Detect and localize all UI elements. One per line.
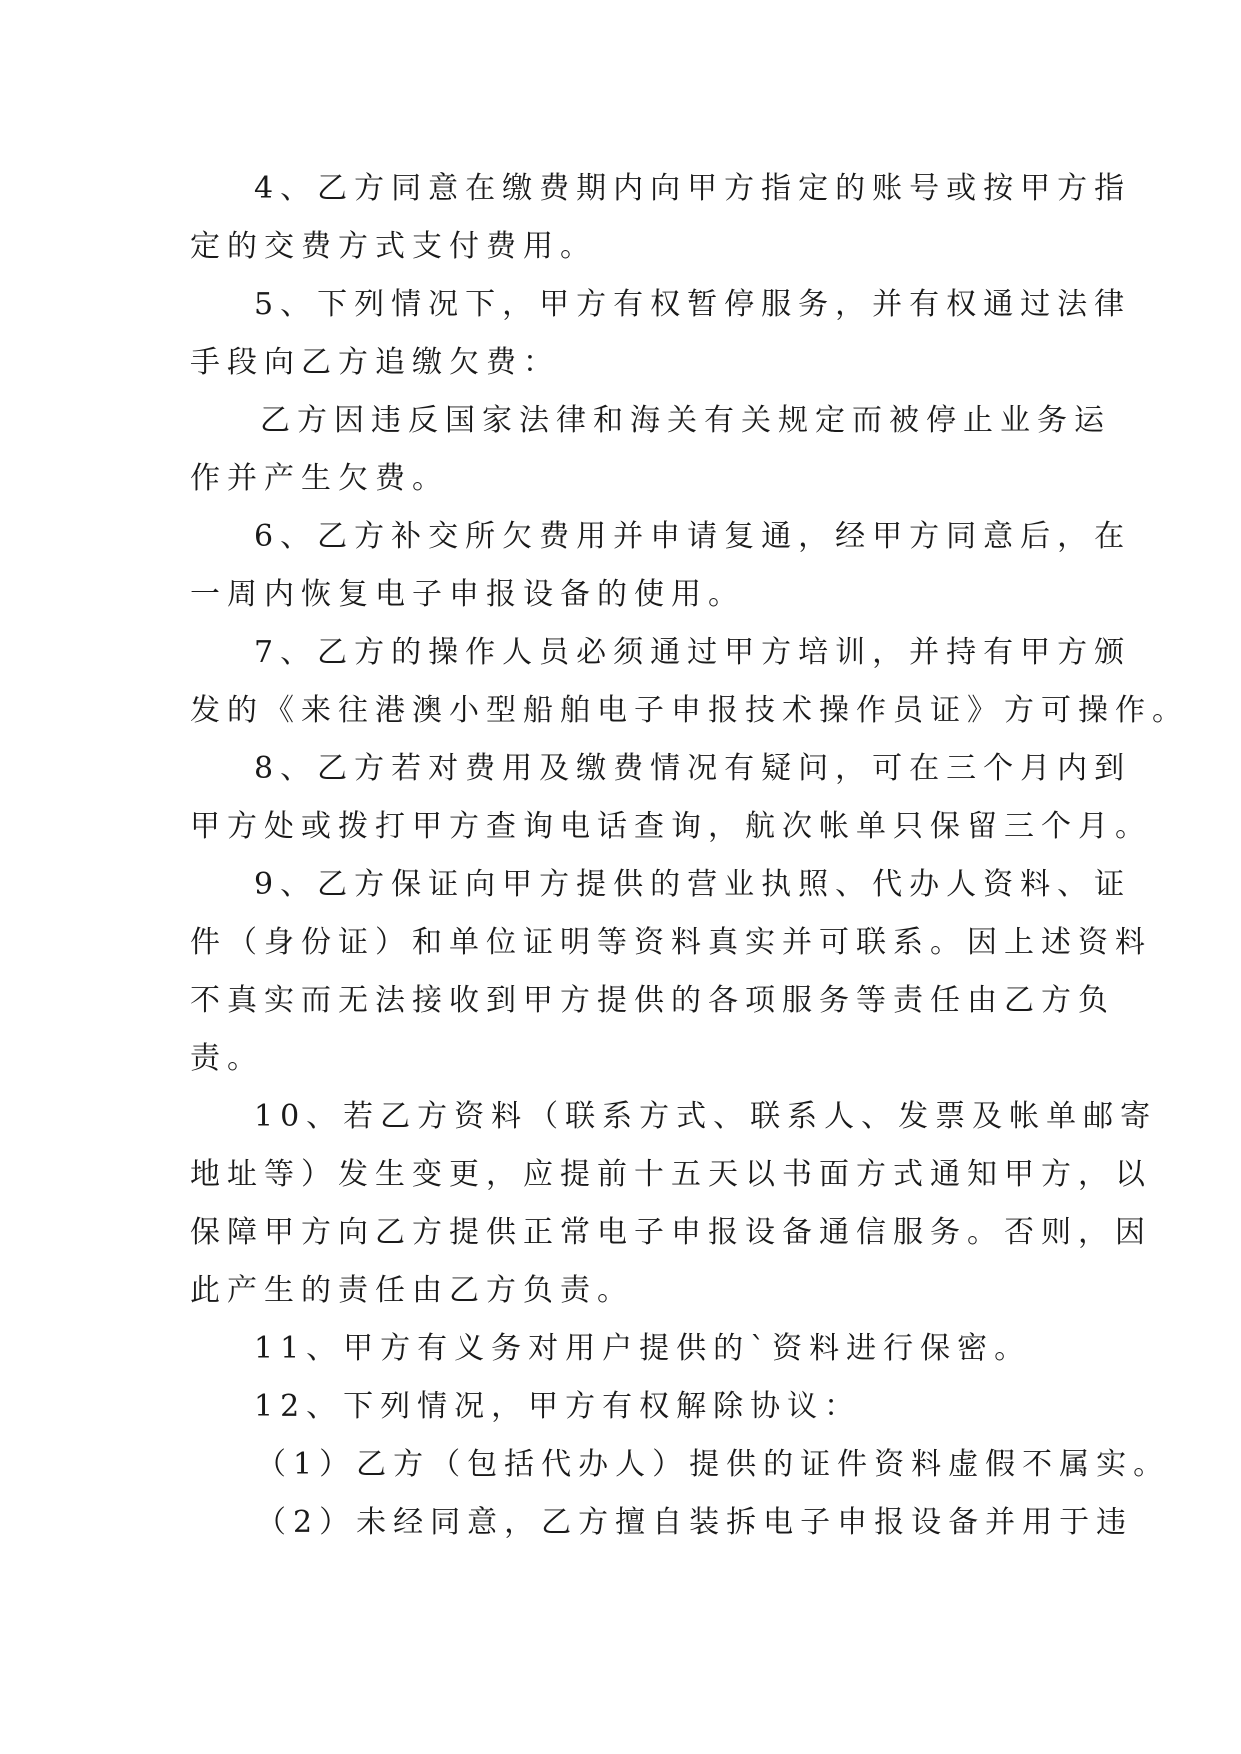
paragraph-11-line-1: 11、甲方有义务对用户提供的`资料进行保密。 — [254, 1331, 1032, 1366]
paragraph-9-line-3: 不真实而无法接收到甲方提供的各项服务等责任由乙方负 — [190, 983, 1115, 1018]
paragraph-10-line-2: 地址等）发生变更，应提前十五天以书面方式通知甲方，以 — [190, 1157, 1152, 1192]
paragraph-5a-line-2: 作并产生欠费。 — [190, 461, 449, 496]
paragraph-12-1-line-1: （1）乙方（包括代办人）提供的证件资料虚假不属实。 — [256, 1447, 1171, 1482]
paragraph-10-line-3: 保障甲方向乙方提供正常电子申报设备通信服务。否则，因 — [190, 1215, 1152, 1250]
paragraph-10-line-4: 此产生的责任由乙方负责。 — [190, 1273, 634, 1308]
paragraph-8-line-2: 甲方处或拨打甲方查询电话查询，航次帐单只保留三个月。 — [190, 809, 1152, 844]
document-body — [190, 160, 1189, 1552]
paragraph-4-line-2: 定的交费方式支付费用。 — [190, 229, 597, 264]
paragraph-8-line-1: 8、乙方若对费用及缴费情况有疑问，可在三个月内到 — [254, 751, 1132, 786]
paragraph-12-2-line-1: （2）未经同意，乙方擅自装拆电子申报设备并用于违 — [256, 1505, 1134, 1540]
paragraph-7-line-2: 发的《来往港澳小型船舶电子申报技术操作员证》方可操作。 — [190, 693, 1189, 728]
paragraph-7-line-1: 7、乙方的操作人员必须通过甲方培训，并持有甲方颁 — [254, 635, 1132, 670]
paragraph-12-line-1: 12、下列情况，甲方有权解除协议： — [254, 1389, 862, 1424]
paragraph-5-line-1: 5、下列情况下，甲方有权暂停服务，并有权通过法律 — [254, 287, 1132, 322]
paragraph-10-line-1: 10、若乙方资料（联系方式、联系人、发票及帐单邮寄 — [254, 1099, 1158, 1134]
paragraph-9-line-4: 责。 — [190, 1041, 264, 1076]
paragraph-5a-line-1: 乙方因违反国家法律和海关有关规定而被停止业务运 — [260, 403, 1111, 438]
paragraph-5-line-2: 手段向乙方追缴欠费： — [190, 345, 560, 380]
paragraph-9-line-1: 9、乙方保证向甲方提供的营业执照、代办人资料、证 — [254, 867, 1132, 902]
paragraph-6-line-2: 一周内恢复电子申报设备的使用。 — [190, 577, 745, 612]
paragraph-9-line-2: 件（身份证）和单位证明等资料真实并可联系。因上述资料 — [190, 925, 1152, 960]
paragraph-6-line-1: 6、乙方补交所欠费用并申请复通，经甲方同意后，在 — [254, 519, 1132, 554]
paragraph-4-line-1: 4、乙方同意在缴费期内向甲方指定的账号或按甲方指 — [254, 171, 1132, 206]
